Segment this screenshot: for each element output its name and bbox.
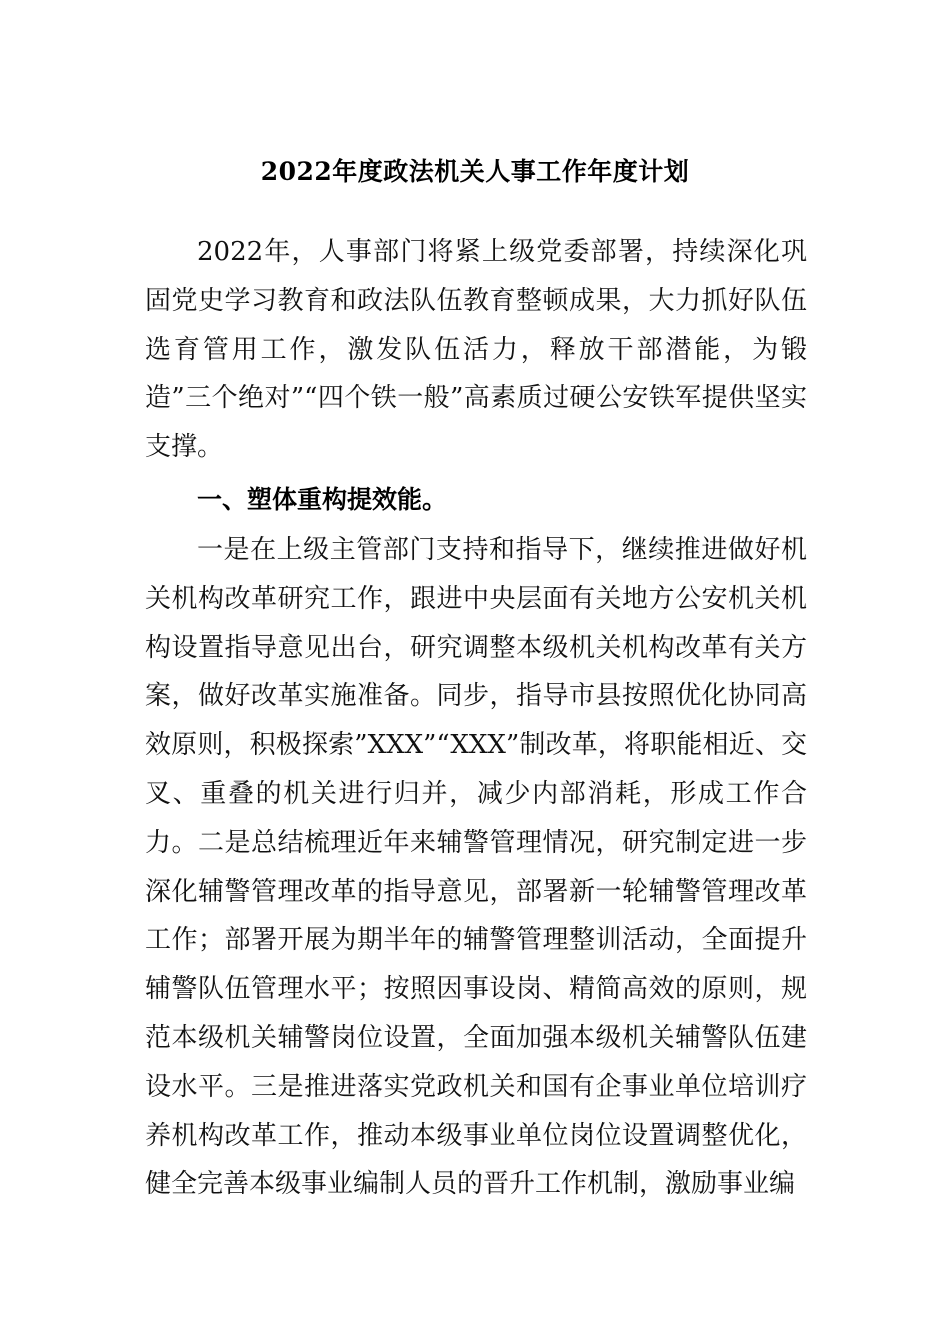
section-paragraph: 一是在上级主管部门支持和指导下，继续推进做好机关机构改革研究工作，跟进中央层面有关地方公安机关机构设置指导意见出台，研究调整本级机关机构改革有关方案，做好改革实施准备。同步，指导市县按照优化协同高效原则，积极探索”XXX”“XXX”制改革，将职能相近、交叉、重叠的机关进行归并，减少内部消耗，形成工作合力。二是总结梳理近年来辅警管理情况，研究制定进一步深化辅警管理改革的指导意见，部署新一轮辅警管理改革工作；部署开展为期半年的辅警管理整训活动，全面提升辅警队伍管理水平；按照因事设岗、精简高效的原则，规范本级机关辅警岗位设置，全面加强本级机关辅警队伍建设水平。三是推进落实党政机关和国有企事业单位培训疗养机构改革工作，推动本级事业单位岗位设置调整优化，健全完善本级事业编制人员的晋升工作机制，激励事业编 [145,535,807,1200]
section-heading: 一、塑体重构提效能。 [197,485,448,514]
intro-paragraph: 2022年，人事部门将紧上级党委部署，持续深化巩固党史学习教育和政法队伍教育整顿成果，大力抓好队伍选育管用工作，激发队伍活力，释放干部潜能，为锻造”三个绝对”“四个铁一般”高素质过硬公安铁军提供坚实支撑。 [145,237,807,463]
document-title: 2022年度政法机关人事工作年度计划 [260,157,690,186]
